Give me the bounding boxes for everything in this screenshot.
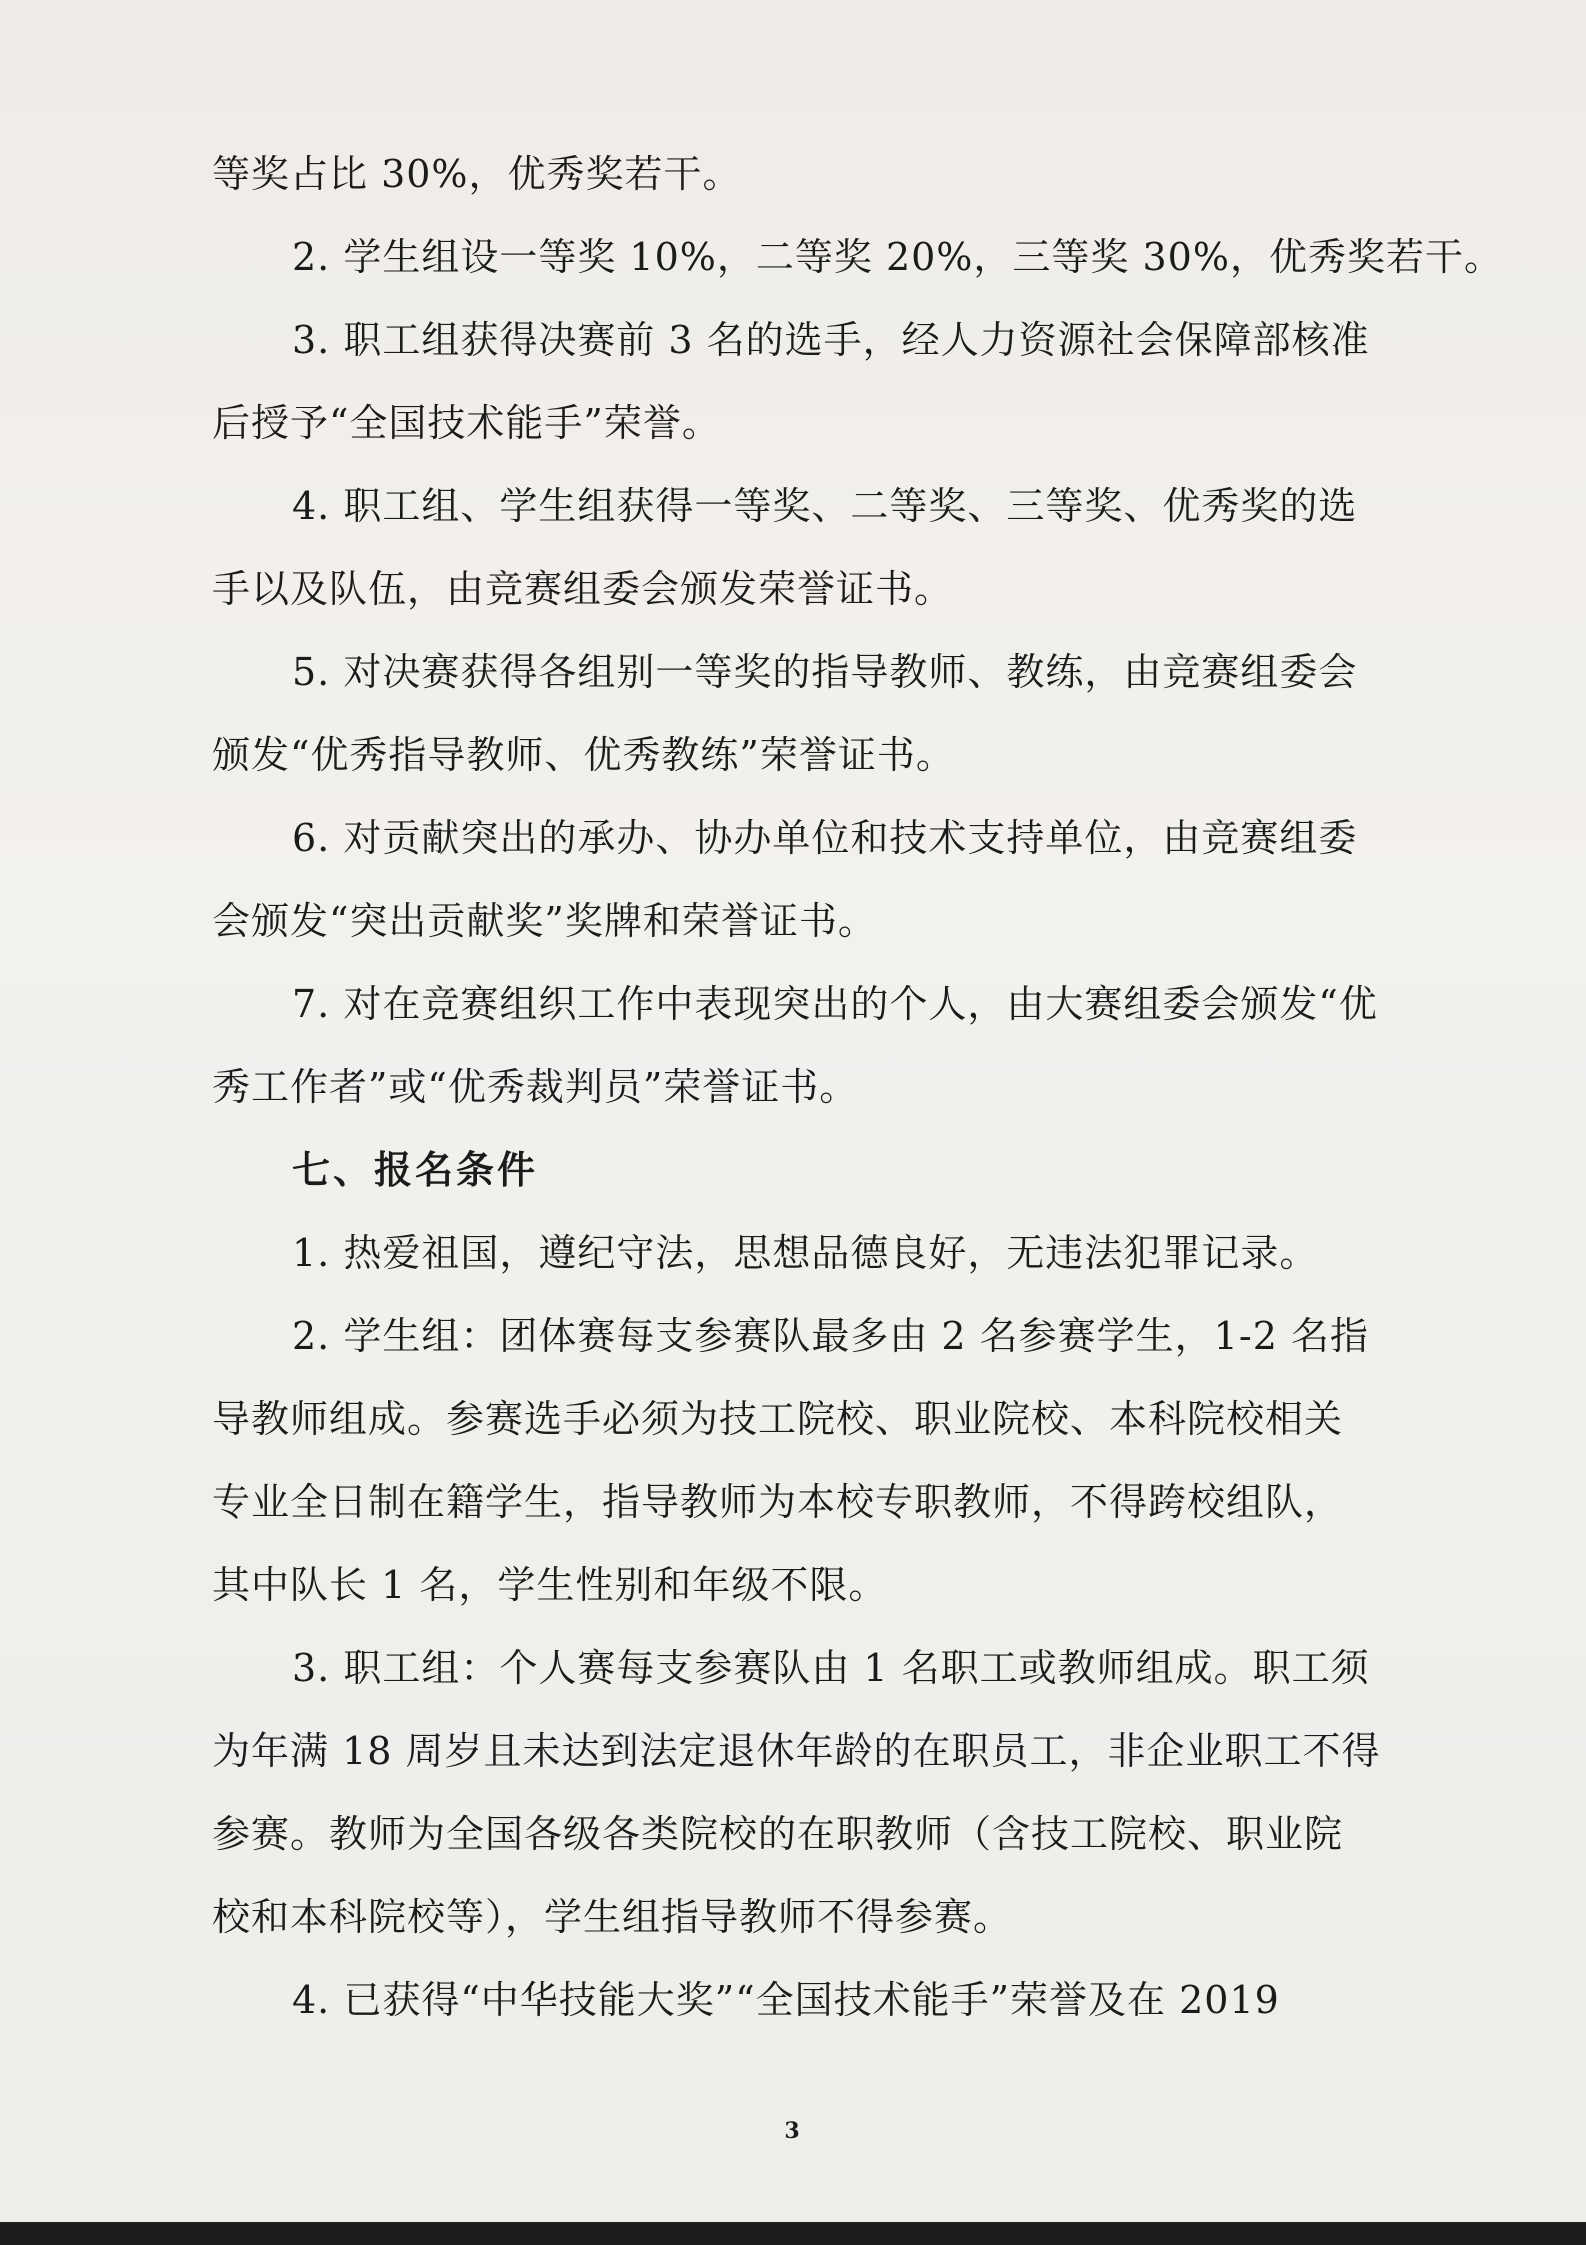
text-line-7: 5. 对决赛获得各组别一等奖的指导教师、教练，由竞赛组委会 (292, 650, 1358, 694)
text-line-21: 参赛。教师为全国各级各类院校的在职教师（含技工院校、职业院 (212, 1812, 1344, 1856)
text-line-23: 4. 已获得“中华技能大奖”“全国技术能手”荣誉及在 2019 (292, 1978, 1280, 2022)
page-number: 3 (784, 2118, 800, 2144)
text-line-22: 校和本科院校等），学生组指导教师不得参赛。 (212, 1895, 1013, 1939)
text-line-6: 手以及队伍，由竞赛组委会颁发荣誉证书。 (212, 567, 954, 611)
text-line-12: 秀工作者”或“优秀裁判员”荣誉证书。 (212, 1065, 859, 1109)
text-line-11: 7. 对在竞赛组织工作中表现突出的个人，由大赛组委会颁发“优 (292, 982, 1378, 1026)
text-line-3: 3. 职工组获得决赛前 3 名的选手，经人力资源社会保障部核准 (292, 318, 1370, 362)
text-line-16: 导教师组成。参赛选手必须为技工院校、职业院校、本科院校相关 (212, 1397, 1344, 1441)
text-line-10: 会颁发“突出贡献奖”奖牌和荣誉证书。 (212, 899, 877, 943)
text-line-8: 颁发“优秀指导教师、优秀教练”荣誉证书。 (212, 733, 955, 777)
text-line-14: 1. 热爱祖国，遵纪守法，思想品德良好，无违法犯罪记录。 (292, 1231, 1319, 1275)
text-line-9: 6. 对贡献突出的承办、协办单位和技术支持单位，由竞赛组委 (292, 816, 1358, 860)
text-line-19: 3. 职工组：个人赛每支参赛队由 1 名职工或教师组成。职工须 (292, 1646, 1370, 1690)
text-line-20: 为年满 18 周岁且未达到法定退休年龄的在职员工，非企业职工不得 (212, 1729, 1381, 1773)
text-line-1: 等奖占比 30%，优秀奖若干。 (212, 152, 742, 196)
text-line-2: 2. 学生组设一等奖 10%，二等奖 20%，三等奖 30%，优秀奖若干。 (292, 235, 1503, 279)
text-line-17: 专业全日制在籍学生，指导教师为本校专职教师，不得跨校组队， (212, 1480, 1344, 1524)
section-heading: 七、报名条件 (292, 1147, 539, 1192)
text-line-5: 4. 职工组、学生组获得一等奖、二等奖、三等奖、优秀奖的选 (292, 484, 1358, 528)
scan-bottom-edge (0, 2222, 1586, 2245)
text-line-15: 2. 学生组：团体赛每支参赛队最多由 2 名参赛学生，1-2 名指 (292, 1314, 1369, 1358)
text-line-4: 后授予“全国技术能手”荣誉。 (212, 401, 721, 445)
text-line-18: 其中队长 1 名，学生性别和年级不限。 (212, 1563, 888, 1607)
